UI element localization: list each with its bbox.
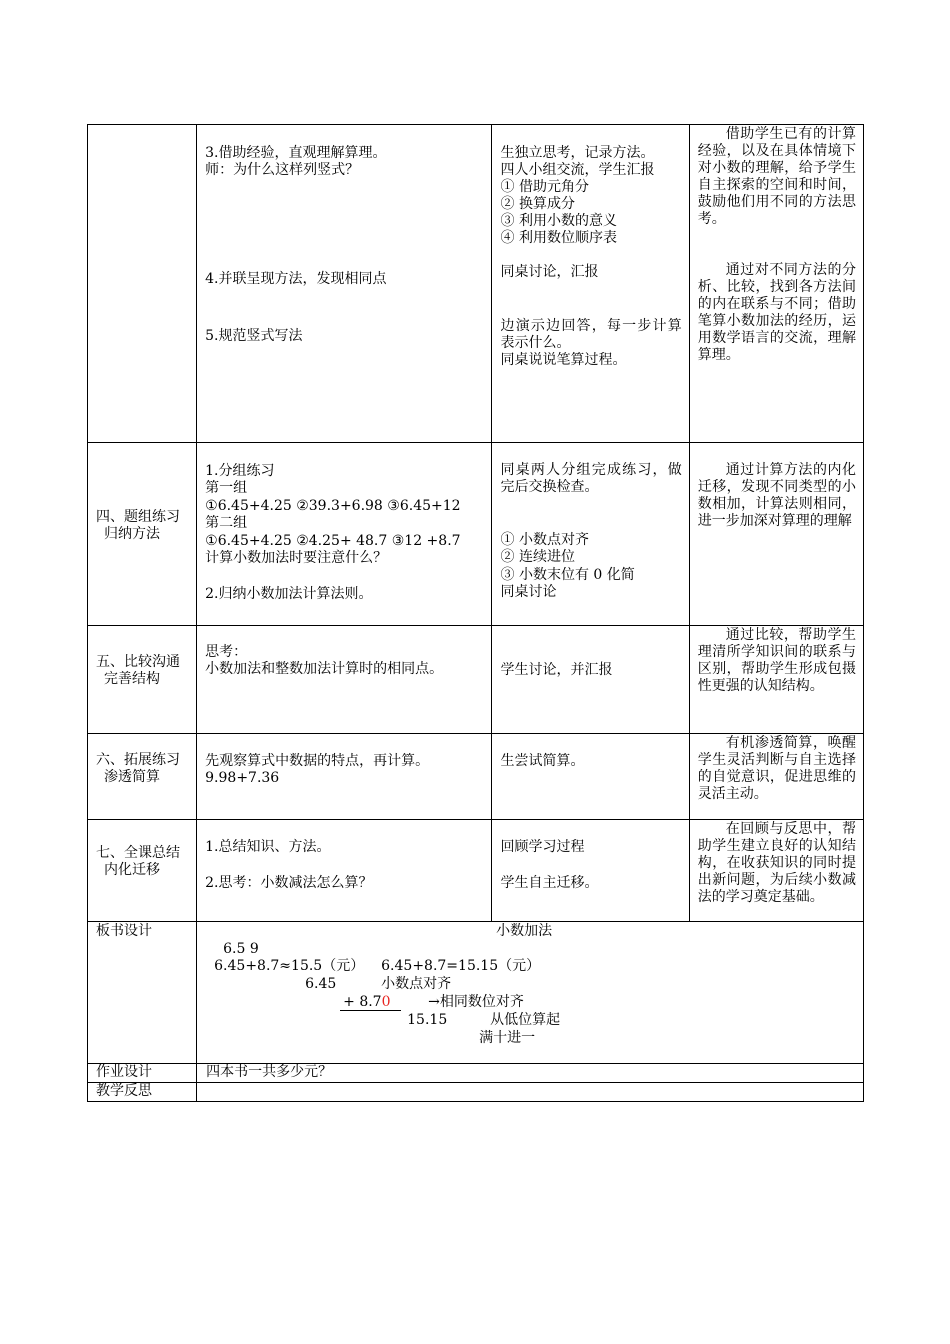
student-cell: [491, 626, 689, 734]
board-label: 板书设计: [96, 923, 152, 939]
student-line: 四人小组交流，学生汇报: [500, 162, 655, 178]
intent-paragraph: 借助学生已有的计算经验，以及在具体情境下对小数的理解，给予学生自主探索的空间和时间，鼓励他们用不同的方法思考。: [697, 126, 856, 227]
content-line: 第一组: [205, 480, 248, 496]
board-line: 小数点对齐: [381, 976, 452, 992]
homework-label: 作业设计: [96, 1064, 152, 1080]
content-cell: [197, 443, 491, 626]
stage-title: [96, 509, 190, 543]
content-line: 计算小数加法时要注意什么？: [205, 550, 388, 566]
board-title: 小数加法: [496, 923, 553, 939]
student-cell: [491, 125, 689, 443]
stage-title: [96, 845, 190, 879]
student-line: 生尝试简算。: [500, 753, 585, 769]
student-line: 学生自主迁移。: [500, 875, 599, 891]
intent-cell: [689, 820, 863, 922]
content-line: 2.归纳小数加法计算法则。: [205, 586, 373, 602]
stage-title: [96, 752, 190, 786]
student-cell: [491, 443, 689, 626]
stage-cell: [88, 734, 197, 820]
content-line: 小数加法和整数加法计算时的相同点。: [205, 661, 444, 677]
student-line: ③ 小数末位有 0 化简: [500, 567, 635, 583]
content-line: 第二组: [205, 515, 248, 531]
content-line: 4.并联呈现方法，发现相同点: [205, 271, 387, 287]
content-line: 先观察算式中数据的特点，再计算。: [205, 753, 430, 769]
student-line: ① 借助元角分: [500, 179, 589, 195]
content-line: 5.规范竖式写法: [205, 328, 303, 344]
table-row-exploration: [88, 125, 864, 443]
board-line: 6.45+8.7=15.15（元）: [381, 958, 541, 974]
intent-paragraph: 通过比较，帮助学生理清所学知识间的联系与区别，帮助学生形成包摄性更强的认知结构。: [697, 627, 856, 694]
stage-title-main: 七、全课总结: [96, 845, 180, 861]
intent-paragraph: 有机渗透简算，唤醒学生灵活判断与自主选择的自觉意识，促进思维的灵活主动。: [697, 735, 856, 802]
board-added-zero: 0: [381, 994, 391, 1010]
intent-cell: [689, 443, 863, 626]
content-cell: [197, 820, 491, 922]
table-row-reflection: [88, 1083, 864, 1102]
stage-title-main: 五、比较沟通: [96, 654, 180, 670]
stage-cell: [88, 443, 197, 626]
board-addend: + 8.7: [343, 994, 382, 1010]
stage-title-sub: 归纳方法: [104, 526, 160, 542]
student-line: 同桌说说笔算过程。: [500, 352, 627, 368]
vertical-sum-rule: [340, 1010, 401, 1011]
table-row-compare: [88, 626, 864, 734]
content-line: 1.分组练习: [205, 463, 275, 479]
student-line: ② 连续进位: [500, 549, 575, 565]
content-cell: [197, 734, 491, 820]
student-line: 生独立思考，记录方法。: [500, 145, 655, 161]
table-row-board-design: [88, 922, 864, 1064]
content-line: 思考：: [205, 644, 248, 660]
reflection-content-cell: [197, 1083, 864, 1102]
content-line: ①6.45+4.25 ②39.3+6.98 ③6.45+12: [205, 498, 461, 514]
stage-title-sub: 内化迁移: [104, 862, 160, 878]
table-row-summary: [88, 820, 864, 922]
content-line: 9.98+7.36: [205, 770, 280, 786]
student-line: ④ 利用数位顺序表: [500, 230, 617, 246]
student-line: 边演示边回答，每一步计算表示什么。: [500, 318, 682, 351]
intent-cell: [689, 734, 863, 820]
student-line: ③ 利用小数的意义: [500, 213, 617, 229]
content-cell: [197, 626, 491, 734]
stage-cell: [88, 626, 197, 734]
homework-text: 四本书一共多少元？: [206, 1064, 333, 1080]
intent-paragraph: 在回顾与反思中，帮助学生建立良好的认知结构，在收获知识的同时提出新问题，为后续小数减法的学习奠定基础。: [697, 821, 856, 905]
student-line: 回顾学习过程: [500, 839, 585, 855]
student-line: 同桌讨论: [500, 584, 557, 600]
stage-title-sub: 完善结构: [104, 671, 160, 687]
homework-label-cell: [88, 1064, 197, 1083]
homework-content-cell: [197, 1064, 864, 1083]
stage-title-main: 六、拓展练习: [96, 752, 180, 768]
intent-cell: [689, 626, 863, 734]
table-row-homework: [88, 1064, 864, 1083]
student-line: ① 小数点对齐: [500, 532, 589, 548]
board-line: 15.15: [407, 1012, 448, 1028]
board-line: 6.45: [305, 976, 337, 992]
content-cell: [197, 125, 491, 443]
student-line: 学生讨论，并汇报: [500, 662, 613, 678]
board-addend-line: [343, 994, 390, 1011]
table-row-extension: [88, 734, 864, 820]
intent-paragraph: 通过对不同方法的分析、比较，找到各方法间的内在联系与不同；借助笔算小数加法的经历，运用数学语言的交流，理解算理。: [697, 262, 856, 363]
board-content-cell: [197, 922, 864, 1064]
student-line: 同桌讨论，汇报: [500, 264, 599, 280]
stage-title: [96, 654, 190, 688]
stage-title-main: 四、题组练习: [96, 509, 180, 525]
board-line: →相同数位对齐: [428, 994, 524, 1010]
content-line: 师：为什么这样列竖式？: [205, 162, 360, 178]
stage-title-sub: 渗透简算: [104, 769, 160, 785]
reflection-label: 教学反思: [96, 1083, 152, 1099]
student-line: ② 换算成分: [500, 196, 575, 212]
intent-paragraph: 通过计算方法的内化迁移，发现不同类型的小数相加，计算法则相同，进一步加深对算理的理解: [697, 462, 856, 529]
content-line: 3.借助经验，直观理解算理。: [205, 145, 387, 161]
stage-cell: [88, 820, 197, 922]
content-line: 2.思考：小数减法怎么算？: [205, 875, 373, 891]
student-line: 同桌两人分组完成练习，做完后交换检查。: [500, 462, 682, 495]
board-line: 从低位算起: [490, 1012, 561, 1028]
student-cell: [491, 820, 689, 922]
board-label-cell: [88, 922, 197, 1064]
content-line: 1.总结知识、方法。: [205, 839, 331, 855]
student-cell: [491, 734, 689, 820]
board-line: 满十进一: [479, 1030, 536, 1046]
lesson-plan-table: [87, 124, 864, 1102]
reflection-label-cell: [88, 1083, 197, 1102]
board-line: 6.45+8.7≈15.5（元）: [214, 958, 365, 974]
table-row-practice: [88, 443, 864, 626]
stage-cell: [88, 125, 197, 443]
content-line: ①6.45+4.25 ②4.25+ 48.7 ③12 +8.7: [205, 533, 461, 549]
intent-cell: [689, 125, 863, 443]
board-line: 6.5 9: [223, 941, 259, 957]
